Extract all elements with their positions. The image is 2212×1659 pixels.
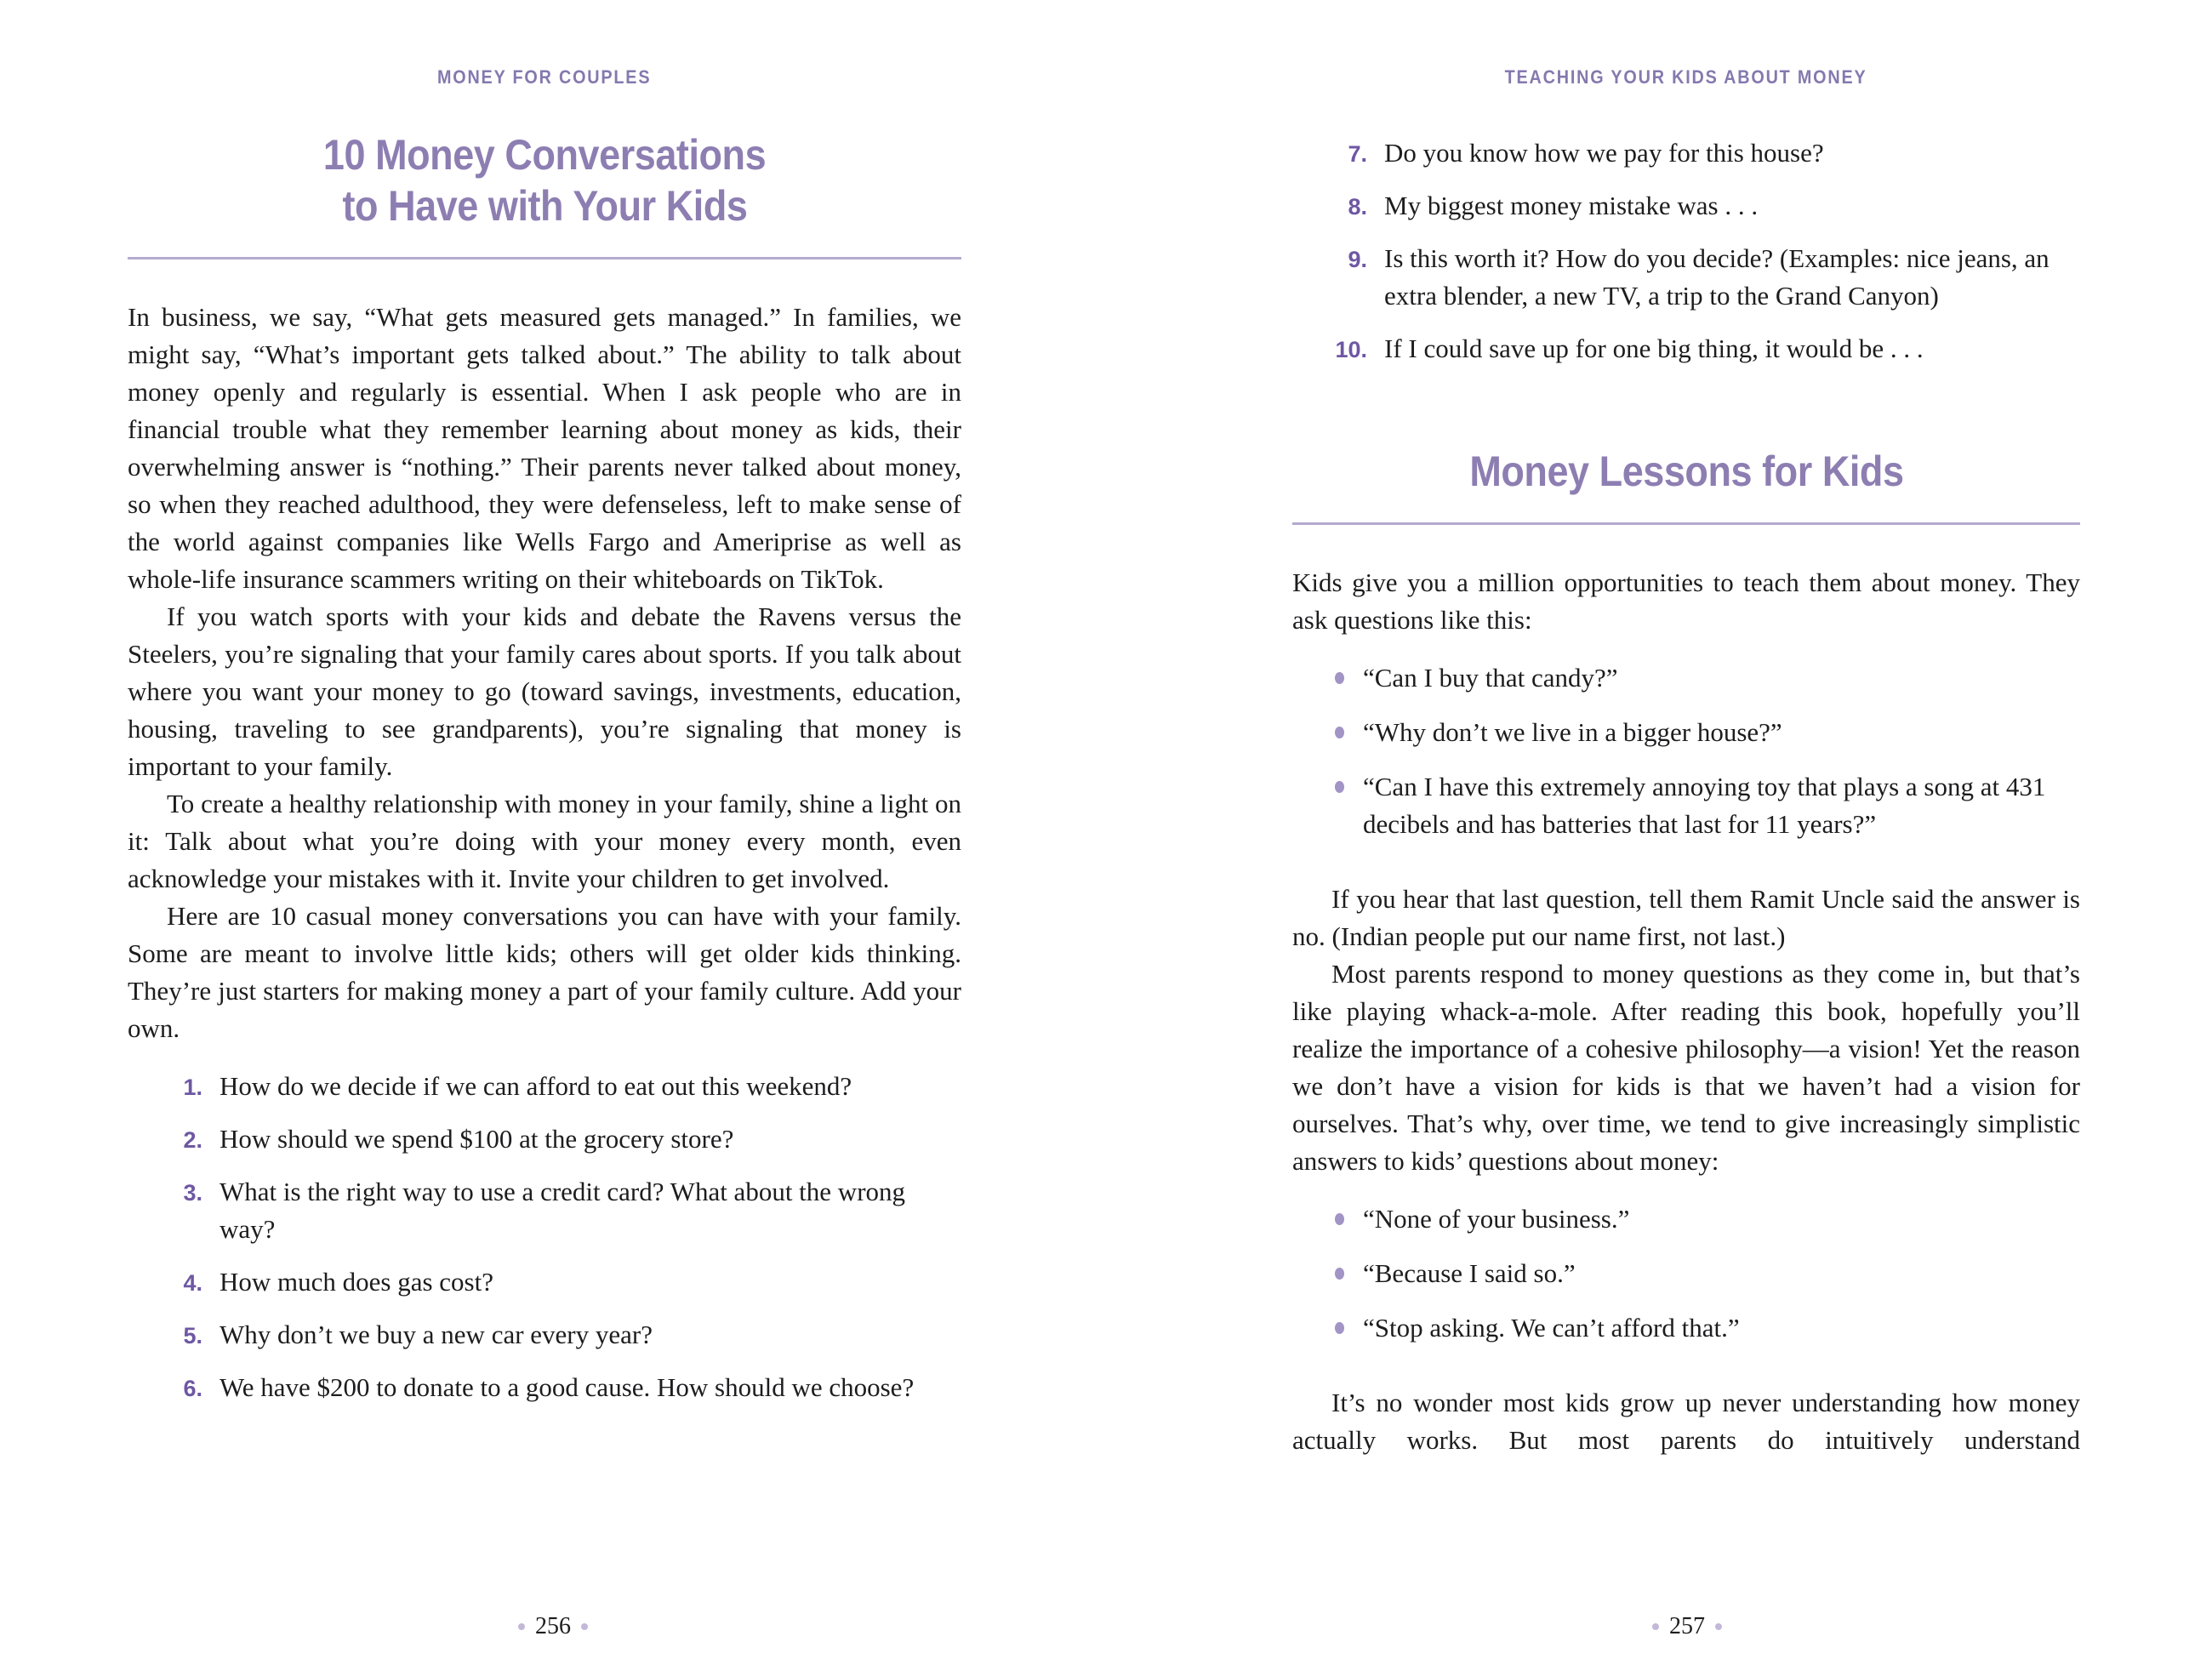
question-number: 9. (1348, 247, 1367, 272)
paragraph: If you hear that last question, tell them Ramit Uncle said the answer is no. (Indian people put our name first, not last.) (1292, 884, 2080, 951)
bullet-item (1292, 1255, 2080, 1292)
bullet-text: “Stop asking. We can’t afford that.” (1363, 1313, 1740, 1343)
question-item (128, 1263, 961, 1301)
chapter-title (128, 129, 961, 231)
question-item (1292, 134, 2080, 172)
running-head-left-text: MONEY FOR COUPLES (437, 66, 652, 88)
question-text: How do we decide if we can afford to eat out this weekend? (219, 1071, 852, 1101)
bullet-text: “None of your business.” (1363, 1204, 1630, 1234)
question-number: 4. (183, 1270, 202, 1296)
paragraph: Most parents respond to money questions as they come in, but that’s like playing whack-a-mole. After reading this book, hopefully you’ll realize the importance of a cohesive philosophy—a vision! Yet the reason we don’t have a vision for kids is that we haven’t had a vision for ourselves. That’s why, over time, we tend to give increasingly simplistic answers to kids’ questions about money: (1292, 959, 2080, 1176)
bullet-dot-icon (1335, 727, 1344, 738)
question-number: 10. (1335, 337, 1367, 362)
paragraph: Here are 10 casual money conversations you can have with your family. Some are meant to involve little kids; others will get older kids thinking. They’re just starters for making money a part of your family culture. Add your own. (128, 901, 961, 1043)
bullet-text: “Why don’t we live in a bigger house?” (1363, 717, 1782, 747)
question-text: How much does gas cost? (219, 1267, 493, 1297)
question-text: What is the right way to use a credit card? What about the wrong way? (219, 1177, 906, 1244)
paragraph: To create a healthy relationship with money in your family, shine a light on it: Talk about what you’re doing with your money every month, even acknowledge your mistakes with it. Invite your children to get involved. (128, 789, 961, 893)
bullet-dot-icon (1335, 1322, 1344, 1334)
bullet-item (1292, 659, 2080, 697)
section-rule (1292, 522, 2080, 525)
question-number: 3. (183, 1180, 202, 1206)
bullet-dot-icon (1335, 1213, 1344, 1225)
page-number (0, 1613, 1106, 1640)
paragraph: It’s no wonder most kids grow up never understanding how money actually works. But most parents do intuitively understand (1292, 1388, 2080, 1455)
section-title-text: Money Lessons for Kids (1468, 448, 1904, 495)
kid-questions-list (1292, 659, 2080, 843)
question-list (128, 1068, 961, 1406)
question-item (128, 1120, 961, 1158)
question-number: 5. (183, 1323, 202, 1348)
bullet-item (1292, 1309, 2080, 1347)
question-text: We have $200 to donate to a good cause. How should we choose? (219, 1372, 915, 1402)
question-list (1292, 134, 2080, 368)
chapter-title-line-1: 10 Money Conversations (322, 131, 767, 179)
question-text: My biggest money mistake was . . . (1384, 191, 1759, 220)
question-number: 1. (183, 1075, 202, 1100)
question-item (128, 1316, 961, 1354)
question-number: 8. (1348, 194, 1367, 219)
paragraph: In business, we say, “What gets measured gets managed.” In families, we might say, “What’s important gets talked about.” The ability to talk about money openly and regularly is essential. When I ask people who are in financial trouble what they remember learning about money as kids, their overwhelming answer is “nothing.” Their parents never talked about money, so when they reached adulthood, they were defenseless, left to make sense of the world against companies like Wells Fargo and Ameriprise as well as whole-life insurance scammers writing on their whiteboards on TikTok. (128, 302, 961, 594)
bullet-text: “Can I have this extremely annoying toy that plays a song at 431 decibels and has batteries that last for 11 years?” (1363, 772, 2046, 839)
bullet-dot-icon (1335, 1268, 1344, 1280)
question-number: 7. (1348, 141, 1367, 167)
folio-dot-icon (581, 1623, 588, 1630)
folio-dot-icon (1715, 1623, 1722, 1630)
bullet-item (1292, 1200, 2080, 1238)
bullet-item (1292, 714, 2080, 751)
bullet-text: “Can I buy that candy?” (1363, 663, 1618, 693)
question-text: Do you know how we pay for this house? (1384, 138, 1824, 168)
bullet-item (1292, 768, 2080, 843)
running-head-left (128, 66, 961, 88)
question-text: Is this worth it? How do you decide? (Examples: nice jeans, an extra blender, a new TV, a trip to the Grand Canyon) (1384, 243, 2050, 311)
folio-dot-icon (1652, 1623, 1659, 1630)
title-rule (128, 257, 961, 259)
page-number-text: 256 (535, 1613, 571, 1639)
question-text: Why don’t we buy a new car every year? (219, 1320, 653, 1349)
paragraph: If you watch sports with your kids and debate the Ravens versus the Steelers, you’re signaling that your family cares about sports. If you talk about where you want your money to go (toward savings, investments, education, housing, traveling to see grandparents), you’re signaling that money is important to your family. (128, 601, 961, 781)
page-number-text: 257 (1669, 1613, 1705, 1639)
bullet-dot-icon (1335, 781, 1344, 793)
question-item (1292, 240, 2080, 315)
running-head-right (1292, 66, 2080, 88)
running-head-right-text: TEACHING YOUR KIDS ABOUT MONEY (1505, 66, 1867, 88)
question-number: 2. (183, 1127, 202, 1153)
parent-answers-list (1292, 1200, 2080, 1347)
question-text: If I could save up for one big thing, it would be . . . (1384, 334, 1924, 363)
page-right (1106, 0, 2212, 1659)
question-item (128, 1068, 961, 1105)
section-title (1292, 446, 2080, 497)
question-item (1292, 330, 2080, 368)
question-item (128, 1369, 961, 1406)
bullet-dot-icon (1335, 672, 1344, 684)
question-item (1292, 187, 2080, 225)
paragraph: Kids give you a million opportunities to teach them about money. They ask questions like this: (1292, 567, 2080, 635)
folio-dot-icon (518, 1623, 525, 1630)
bullet-text: “Because I said so.” (1363, 1258, 1576, 1288)
page-number (1134, 1613, 2212, 1640)
question-number: 6. (183, 1376, 202, 1401)
question-item (128, 1173, 961, 1248)
question-text: How should we spend $100 at the grocery store? (219, 1124, 734, 1154)
chapter-title-line-2: to Have with Your Kids (341, 182, 748, 230)
